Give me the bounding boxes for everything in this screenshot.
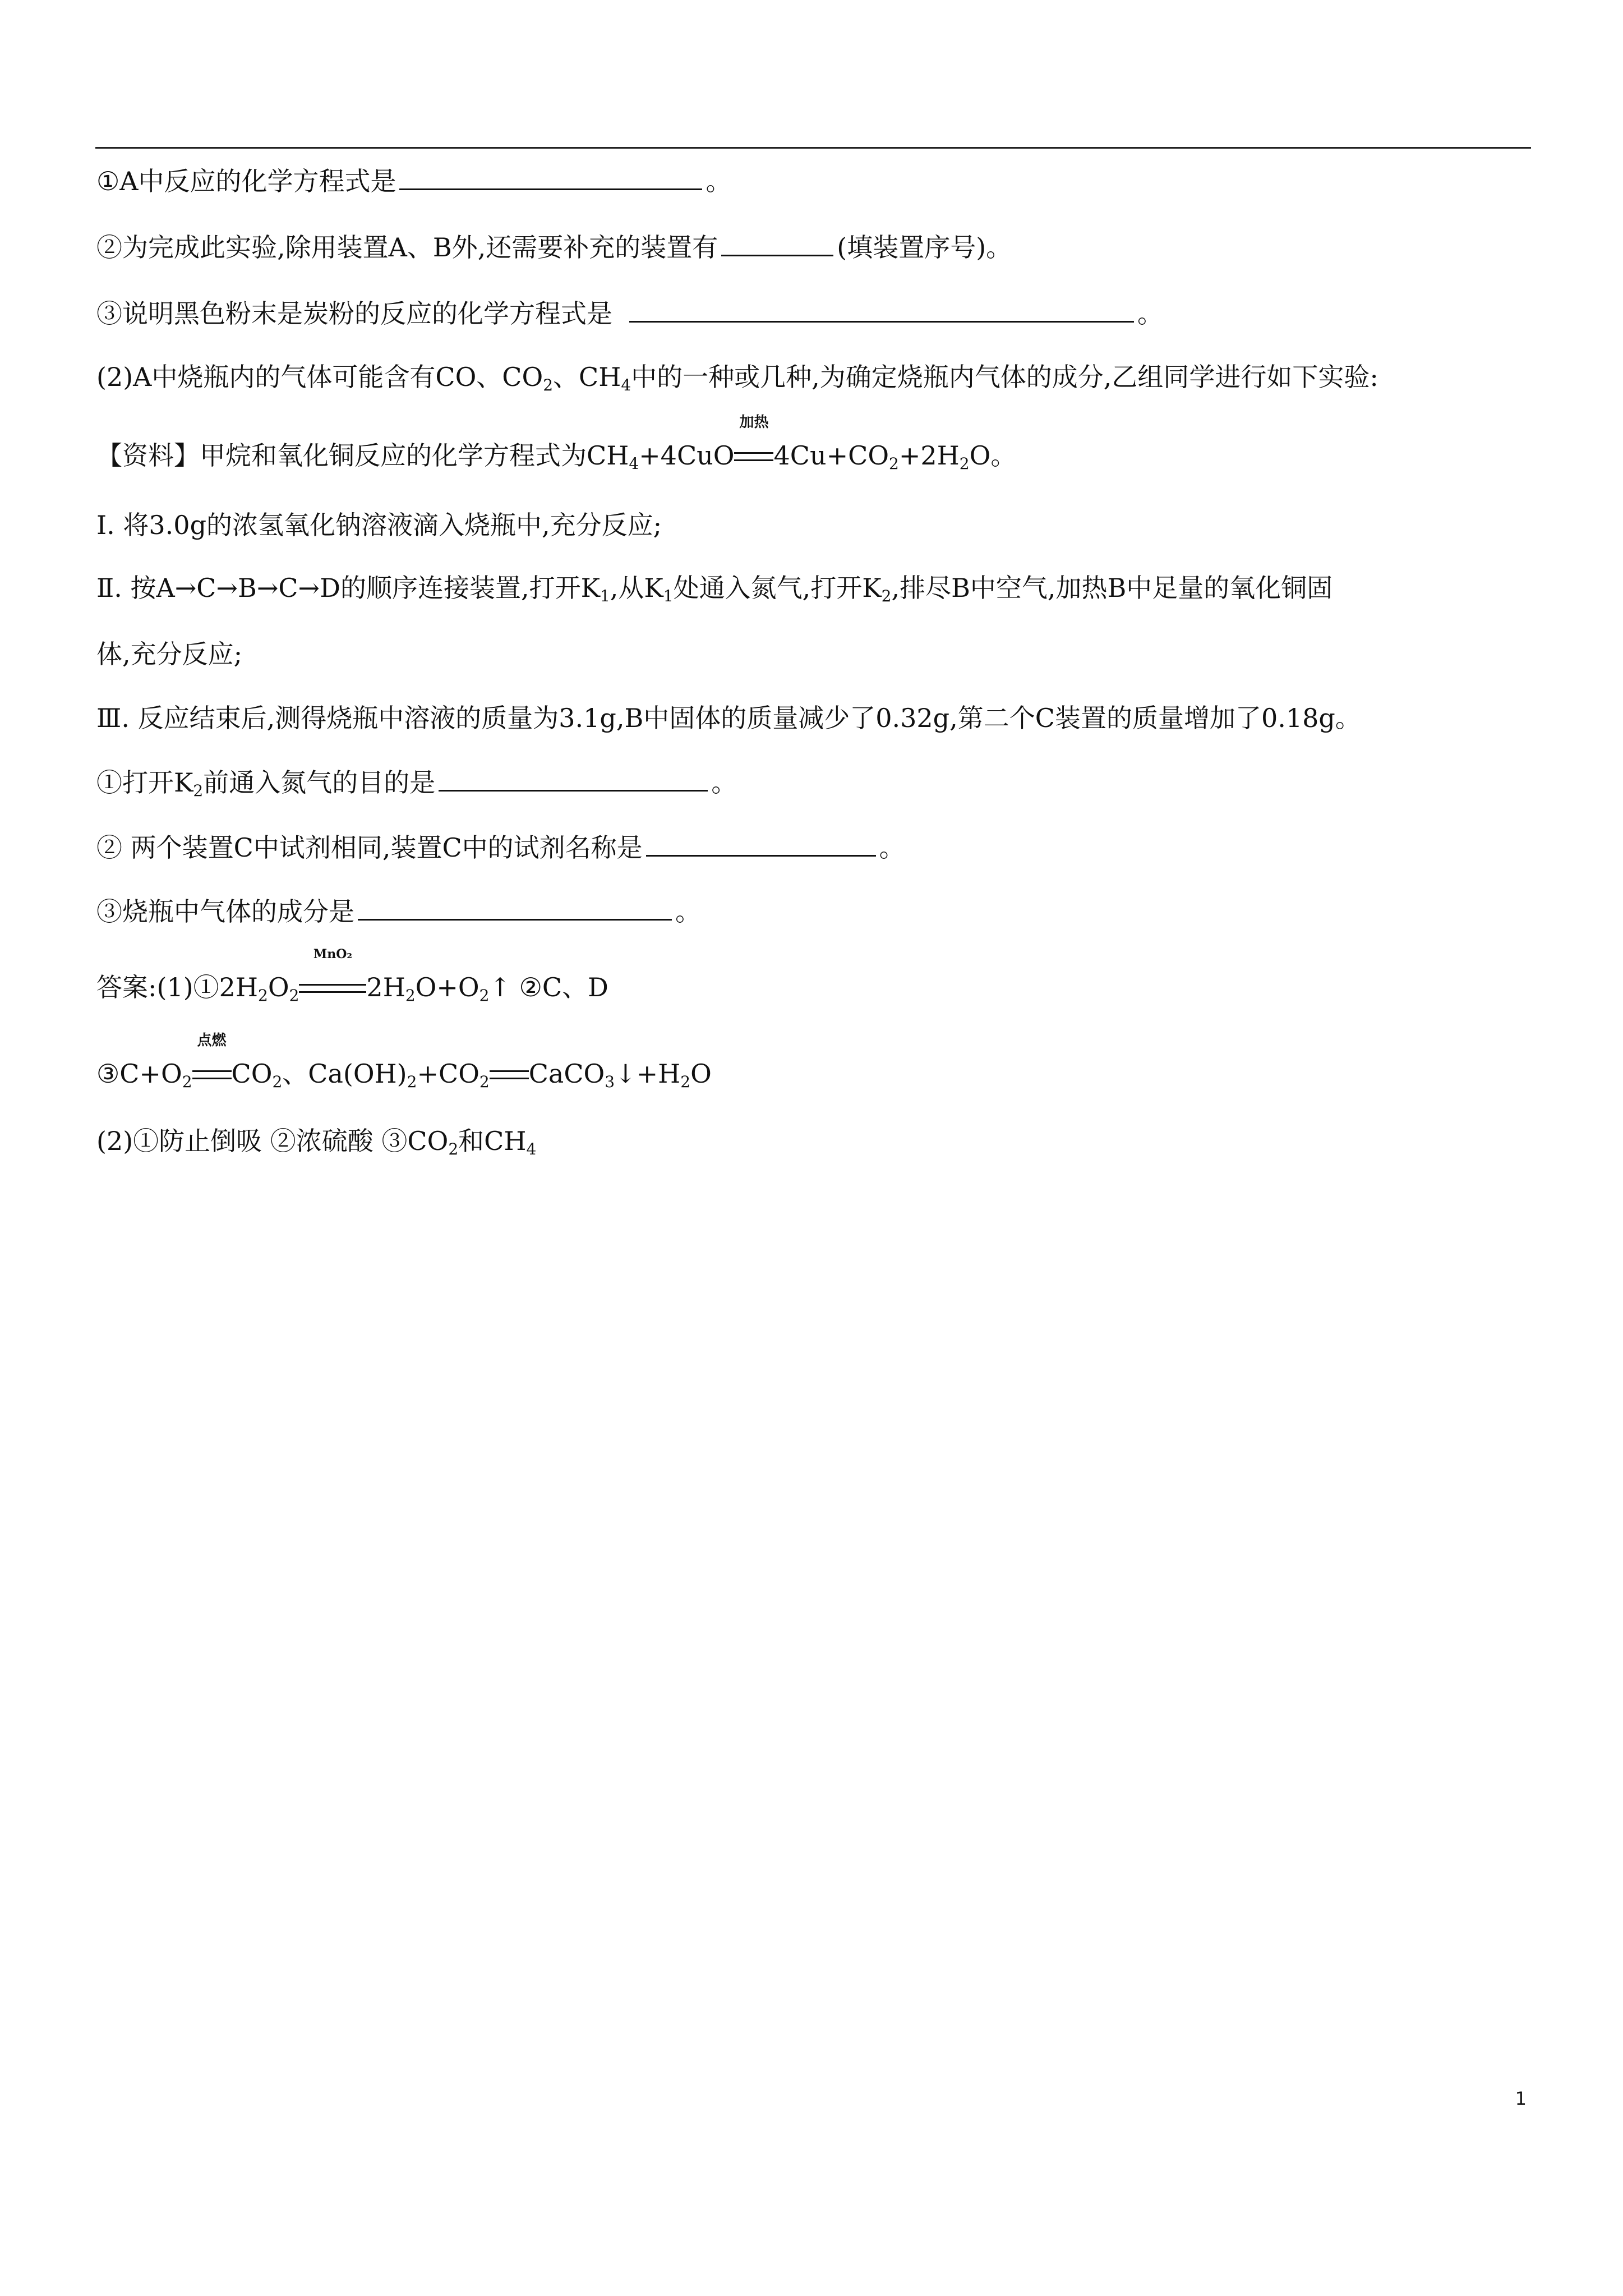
answer-blank bbox=[358, 894, 672, 921]
question-2-1: ①打开$K_2$前通入氮气的目的是 。 bbox=[96, 765, 737, 799]
answer-line-1: 答案$:(1)①2H_2O_2$ MnO₂ $2H_2O+O_2↑$ ②C、D bbox=[96, 947, 608, 1005]
question-1-1: ①A中反应的化学方程式是 。 bbox=[96, 164, 731, 198]
header-rule bbox=[95, 147, 1531, 149]
question-2-3: ③烧瓶中气体的成分是 。 bbox=[96, 894, 701, 928]
equals-sign bbox=[490, 1057, 529, 1091]
step-1: Ⅰ. 将3.0g的浓氢氧化钠溶液滴入烧瓶中,充分反应; bbox=[96, 510, 662, 540]
answer-line-3: (2)①防止倒吸 ②浓硫酸 $③CO_2$和$CH_4$ bbox=[96, 1126, 537, 1158]
reaction-condition: 点燃 bbox=[192, 1057, 232, 1091]
answer-line-2: $③C+O_2$ 点燃 $CO_2$、$Ca(OH)_2+CO_2$ $CaCO_3↓+H_2O$ bbox=[96, 1032, 712, 1091]
page-number: 1 bbox=[1515, 2088, 1527, 2109]
reaction-condition: MnO₂ bbox=[299, 970, 366, 1004]
step-2-continued: 体,充分反应; bbox=[96, 639, 243, 669]
question-2-intro: (2)A中烧瓶内的气体可能含有CO、$CO_2$、$CH_4$中的一种或几种,为确定烧瓶内气体的成分,乙组同学进行如下实验: bbox=[96, 362, 1378, 394]
step-3: Ⅲ. 反应结束后,测得烧瓶中溶液的质量为3.1g,B中固体的质量减少了0.32g,第二个C装置的质量增加了0.18g。 bbox=[96, 703, 1361, 733]
answer-blank bbox=[439, 765, 708, 792]
reference-info: 【资料】甲烷和氧化铜反应的化学方程式为$CH_4+4CuO$ 加热 $4Cu+CO_2+2H_2O$。 bbox=[96, 414, 1017, 473]
answer-blank bbox=[399, 164, 702, 190]
question-1-3: ③说明黑色粉末是炭粉的反应的化学方程式是 。 bbox=[96, 296, 1163, 330]
answer-blank bbox=[721, 230, 833, 256]
reaction-condition: 加热 bbox=[734, 439, 773, 472]
question-1-2: ②为完成此实验,除用装置A、B外,还需要补充的装置有 (填装置序号)。 bbox=[96, 230, 1012, 264]
answer-blank bbox=[646, 830, 876, 857]
question-2-2: ② 两个装置C中试剂相同,装置C中的试剂名称是 。 bbox=[96, 830, 905, 864]
step-2: Ⅱ. 按A→C→B→C→D的顺序连接装置,打开$K_1$,从$K_1$处通入氮气,打开$K_2$,排尽B中空气,加热B中足量的氧化铜固 bbox=[96, 573, 1333, 605]
answer-blank bbox=[629, 296, 1134, 323]
